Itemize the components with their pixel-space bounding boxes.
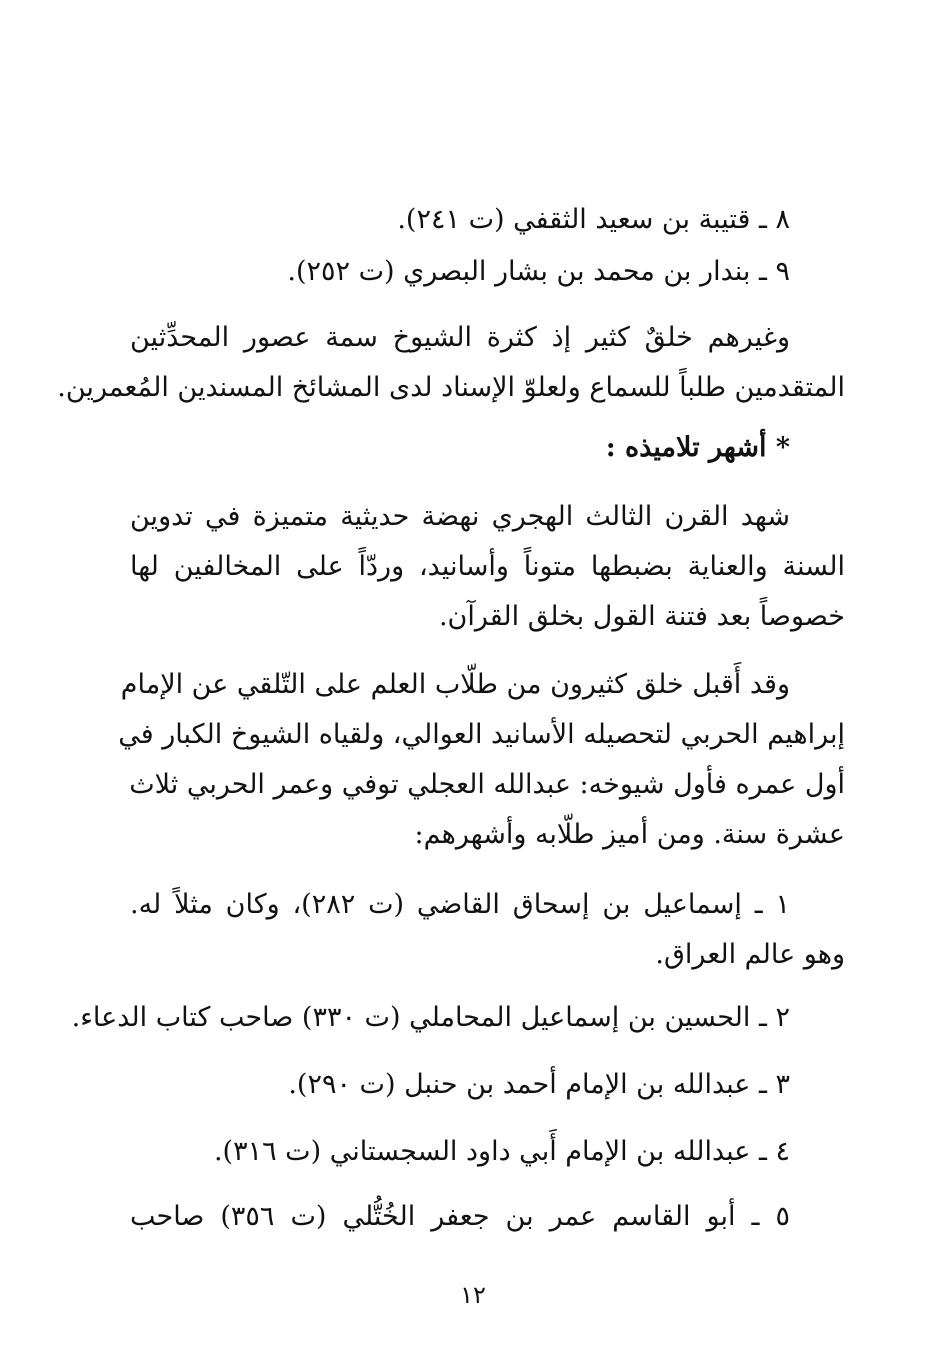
- page-number: ١٢: [460, 1281, 486, 1309]
- paragraph-teachers-summary: [57, 318, 845, 408]
- list-item-1: [130, 885, 845, 975]
- text-line: خصوصاً بعد فتنة القول بخلق القرآن.: [438, 601, 845, 632]
- section-heading: [130, 428, 845, 468]
- text-line: ٥ ـ أبو القاسم عمر بن جعفر الخُتُّلي (ت ٣٥٦) صاحب: [130, 1201, 790, 1232]
- list-item-8: [130, 200, 845, 240]
- text-line: ٤ ـ عبدالله بن الإمام أَبي داود السجستاني (ت ٣١٦).: [213, 1136, 790, 1167]
- list-item-9: [130, 252, 845, 292]
- heading-text: * أشهر تلاميذه :: [605, 432, 790, 463]
- text-line: ٣ ـ عبدالله بن الإمام أحمد بن حنبل (ت ٢٩٠).: [288, 1069, 790, 1100]
- list-item-5: [130, 1197, 845, 1237]
- text-line: ١ ـ إسماعيل بن إسحاق القاضي (ت ٢٨٢)، وكان مثلاً له.: [130, 889, 790, 920]
- list-item-4: [130, 1132, 845, 1172]
- text-line: إبراهيم الحربي لتحصيله الأسانيد العوالي، ولقياه الشيوخ الكبار في: [118, 719, 845, 750]
- text-line: شهد القرن الثالث الهجري نهضة حديثية متميزة في تدوين: [130, 501, 790, 532]
- text-line: عشرة سنة. ومن أميز طلّابه وأشهرهم:: [414, 819, 845, 850]
- text-line: أول عمره فأول شيوخه: عبدالله العجلي توفي وعمر الحربي ثلاث: [129, 769, 845, 800]
- list-item-2: [71, 998, 845, 1038]
- text-line: ٢ ـ الحسين بن إسماعيل المحاملي (ت ٣٣٠) صاحب كتاب الدعاء.: [71, 1002, 790, 1033]
- text-line: السنة والعناية بضبطها متوناً وأسانيد، وردّاً على المخالفين لها: [130, 551, 845, 582]
- text-line: وقد أَقبل خلق كثيرون من طلّاب العلم على التّلقي عن الإمام: [120, 669, 790, 700]
- text-line: وهو عالم العراق.: [655, 939, 845, 970]
- text-line: ٩ ـ بندار بن محمد بن بشار البصري (ت ٢٥٢).: [287, 256, 790, 287]
- paragraph-third-century: [130, 497, 845, 637]
- text-line: المتقدمين طلباً للسماع ولعلوّ الإسناد لدى المشائخ المسندين المُعمرين.: [57, 372, 845, 403]
- text-line: ٨ ـ قتيبة بن سعيد الثقفي (ت ٢٤١).: [397, 204, 790, 235]
- list-item-3: [130, 1065, 845, 1105]
- paragraph-students: [118, 665, 845, 855]
- text-line: وغيرهم خلقٌ كثير إذ كثرة الشيوخ سمة عصور المحدِّثين: [130, 322, 790, 353]
